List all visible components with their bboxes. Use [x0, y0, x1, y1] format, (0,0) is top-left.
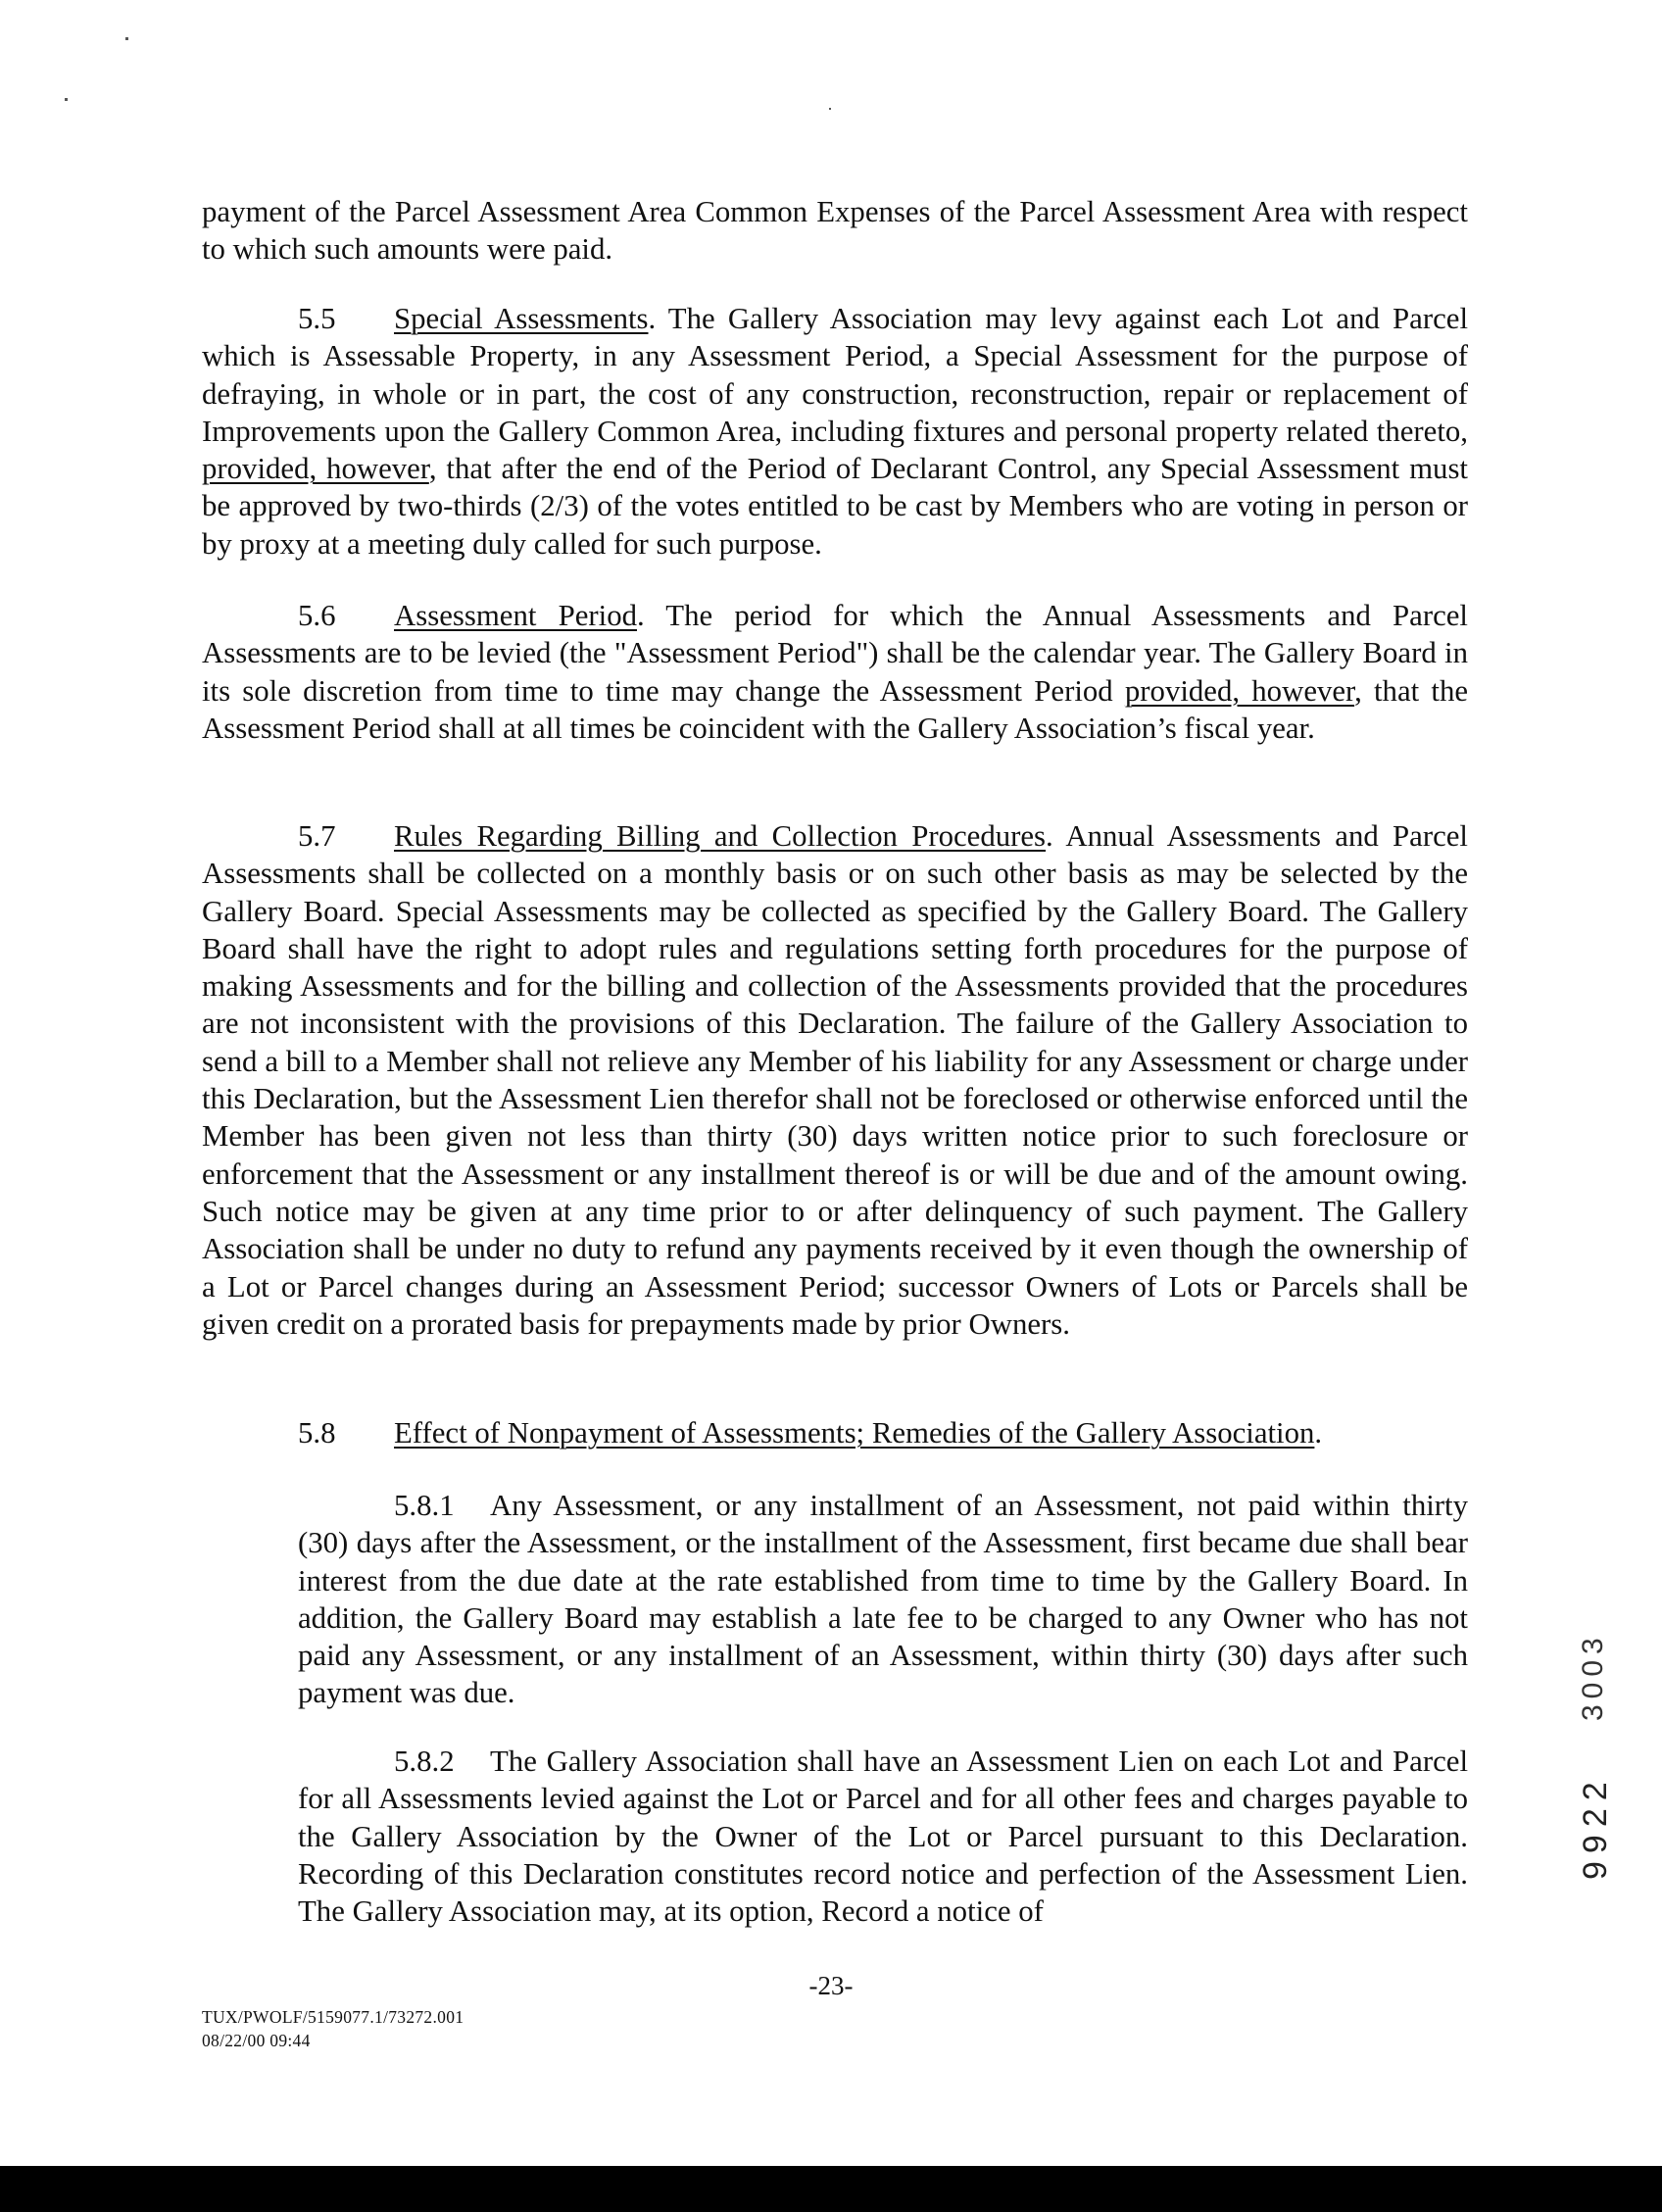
- section-heading: Special Assessments: [394, 302, 649, 335]
- section-number: 5.8: [298, 1416, 336, 1450]
- scan-speck: [125, 37, 128, 40]
- section-text: .: [1314, 1416, 1323, 1450]
- subsection-number: 5.8.1: [394, 1489, 455, 1522]
- section-heading: Assessment Period: [394, 599, 637, 632]
- continuation-paragraph: payment of the Parcel Assessment Area Common Expenses of the Parcel Assessment Area with respect to which such amounts were paid.: [202, 195, 1468, 267]
- footer-reference: [202, 2005, 464, 2052]
- subsection-5-8-2: [298, 1743, 1468, 1930]
- subsection-number: 5.8.2: [394, 1745, 455, 1778]
- subsection-text: Any Assessment, or any installment of an Assessment, not paid within thirty (30) days after the Assessment, or the installment of the Assessment, first became due shall bear interest from the due date at the rate established from time to time by the Gallery Board. In addition, the Gallery Board may establish a late fee to be charged to any Owner who has not paid any Assessment, or any installment of an Assessment, within thirty (30) days after such payment was due.: [298, 1489, 1468, 1710]
- section-heading: Effect of Nonpayment of Assessments; Remedies of the Gallery Association: [394, 1416, 1315, 1450]
- footer-timestamp: 08/22/00 09:44: [202, 2031, 311, 2050]
- subsection-text: The Gallery Association shall have an Assessment Lien on each Lot and Parcel for all Assessments levied against the Lot or Parcel and for all other fees and charges payable to the Gallery Association by the Owner of the Lot or Parcel pursuant to this Declaration. Recording of this Declaration constitutes record notice and perfection of the Assessment Lien. The Gallery Association may, at its option, Record a notice of: [298, 1745, 1468, 1929]
- section-text: . The period for which the Annual Assessments and Parcel Assessments are to be levied (the "Assessment Period") shall be the calendar year. The Gallery Board in its sole discretion from time to time may change the Assessment Period: [202, 599, 1468, 708]
- section-text: , that after the end of the Period of Declarant Control, any Special Assessment must be approved by two-thirds (2/3) of the votes entitled to be cast by Members who are voting in person or by proxy at a meeting duly called for such purpose.: [202, 452, 1468, 561]
- scan-border: [0, 2166, 1662, 2212]
- subsection-5-8-1: [298, 1487, 1468, 1712]
- section-text: . The Gallery Association may levy against each Lot and Parcel which is Assessable Property, in any Assessment Period, a Special Assessment for the purpose of defraying, in whole or in part, the cost of any construction, reconstruction, repair or replacement of Improvements upon the Gallery Common Area, including fixtures and personal property related thereto,: [202, 302, 1468, 448]
- scan-speck: [65, 98, 68, 101]
- scan-speck: [829, 108, 831, 110]
- section-5-6: [202, 597, 1468, 747]
- section-5-7: [202, 817, 1468, 1343]
- section-number: 5.7: [298, 819, 336, 853]
- stamp-digits-top: 3003: [1577, 1632, 1609, 1721]
- emphasis-phrase: provided, however: [202, 452, 429, 486]
- stamp-digits-bottom: 9922: [1577, 1774, 1614, 1880]
- footer-doc-ref: TUX/PWOLF/5159077.1/73272.001: [202, 2007, 464, 2027]
- section-5-8: [202, 1414, 1468, 1451]
- section-5-5: [202, 300, 1468, 563]
- recording-stamp: [1573, 1548, 1620, 1882]
- section-text: , that the Assessment Period shall at all times be coincident with the Gallery Association’s fiscal year.: [202, 673, 1469, 745]
- page-number: -23-: [808, 1971, 854, 2000]
- section-number: 5.6: [298, 599, 336, 632]
- section-heading: Rules Regarding Billing and Collection Procedures: [394, 819, 1047, 853]
- emphasis-phrase: provided, however: [1124, 673, 1355, 708]
- section-text: . Annual Assessments and Parcel Assessments shall be collected on a monthly basis or on such other basis as may be selected by the Gallery Board. Special Assessments may be collected as specified by the Gallery Board. The Gallery Board shall have the right to adopt rules and regulations setting forth procedures for the purpose of making Assessments and for the billing and collection of the Assessments provided that the procedures are not inconsistent with the provisions of this Declaration. The failure of the Gallery Association to send a bill to a Member shall not relieve any Member of his liability for any Assessment or charge under this Declaration, but the Assessment Lien therefor shall not be foreclosed or otherwise enforced until the Member has been given not less than thirty (30) days written notice prior to such foreclosure or enforcement that the Assessment or any installment thereof is or will be due and of the amount owing. Such notice may be given at any time prior to or after delinquency of such payment. The Gallery Association shall be under no duty to refund any payments received by it even though the ownership of a Lot or Parcel changes during an Assessment Period; successor Owners of Lots or Parcels shall be given credit on a prorated basis for prepayments made by prior Owners.: [202, 819, 1468, 1341]
- section-number: 5.5: [298, 302, 336, 335]
